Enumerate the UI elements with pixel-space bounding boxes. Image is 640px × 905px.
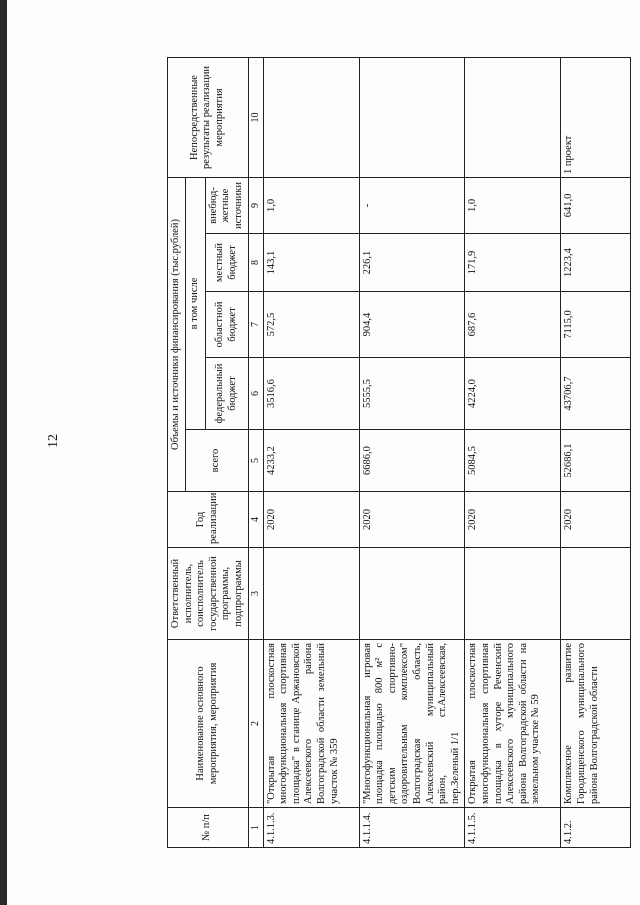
row-federal: 43706,7 (561, 358, 631, 430)
row-name: "Многофункциональная игровая площадка площадью 800 м² с детским спортивно-оздоровительным комплексом" Волгоградская область, Алексеевский муниципальный район, ст.Алексеевская, пер.Зеленый 1/1 (359, 640, 465, 808)
row-regional: 572,5 (263, 292, 359, 358)
row-name: "Открытая плоскостная многофункциональная спортивная площадка" в станице Аржановской Алексеевского района Волгоградской области земельный участок № 359 (263, 640, 359, 808)
header-regional: областной бюджет (205, 292, 248, 358)
header-row-1 (168, 57, 186, 847)
header-offbudget: внебюд-жетные источники (205, 177, 248, 233)
header-no: № п/п (168, 808, 249, 848)
column-number: 2 (248, 640, 263, 808)
header-local: местный бюджет (205, 234, 248, 292)
row-total: 4233,2 (263, 430, 359, 492)
header-year: Год реализации (168, 492, 249, 548)
row-code: 4.1.1.5. (465, 808, 561, 848)
table-row (359, 57, 465, 847)
header-total: всего (185, 430, 248, 492)
column-number: 6 (248, 358, 263, 430)
row-total: 52686,1 (561, 430, 631, 492)
row-total: 6686,0 (359, 430, 465, 492)
header-federal: федеральный бюджет (205, 358, 248, 430)
row-regional: 904,4 (359, 292, 465, 358)
header-name: Наименование основного мероприятия, мероприятия (168, 640, 249, 808)
row-year: 2020 (263, 492, 359, 548)
table-row (263, 57, 359, 847)
column-number: 3 (248, 548, 263, 640)
header-incl: в том числе (185, 177, 205, 429)
column-number: 9 (248, 177, 263, 233)
page-number: 12 (46, 434, 61, 448)
row-name: Открытая плоскостная многофункциональная спортивная площадка в хуторе Реченский Алексеевского муниципального района Волгоградской области на земельном участке № 59 (465, 640, 561, 808)
row-year: 2020 (359, 492, 465, 548)
program-funding-table (167, 57, 631, 848)
header-funding: Объемы и источники финансирования (тыс.рублей) (168, 177, 186, 491)
row-local: 226,1 (359, 234, 465, 292)
rotated-table-container (167, 58, 637, 848)
row-result (263, 57, 359, 177)
table-row (465, 57, 561, 847)
row-total: 5084,5 (465, 430, 561, 492)
row-result: 1 проект (561, 57, 631, 177)
row-regional: 687,6 (465, 292, 561, 358)
header-executor: Ответственный исполнитель, соисполнитель государственной программы, подпрограммы (168, 548, 249, 640)
row-offbudget: 1,0 (465, 177, 561, 233)
row-code: 4.1.1.3. (263, 808, 359, 848)
row-local: 143,1 (263, 234, 359, 292)
row-federal: 4224,0 (465, 358, 561, 430)
row-executor (465, 548, 561, 640)
column-number: 1 (248, 808, 263, 848)
row-year: 2020 (561, 492, 631, 548)
column-number-row (248, 57, 263, 847)
row-local: 1223,4 (561, 234, 631, 292)
row-offbudget: 1,0 (263, 177, 359, 233)
table-row (561, 57, 631, 847)
row-code: 4.1.1.4. (359, 808, 465, 848)
row-offbudget: - (359, 177, 465, 233)
column-number: 10 (248, 57, 263, 177)
column-number: 4 (248, 492, 263, 548)
row-regional: 7115,0 (561, 292, 631, 358)
row-executor (561, 548, 631, 640)
row-executor (263, 548, 359, 640)
header-results: Непосредственные результаты реализации мероприятия (168, 57, 249, 177)
scan-edge-shadow (0, 0, 7, 905)
column-number: 7 (248, 292, 263, 358)
column-number: 5 (248, 430, 263, 492)
row-code: 4.1.2. (561, 808, 631, 848)
row-offbudget: 641,0 (561, 177, 631, 233)
row-executor (359, 548, 465, 640)
row-year: 2020 (465, 492, 561, 548)
row-result (359, 57, 465, 177)
row-federal: 5555,5 (359, 358, 465, 430)
row-local: 171,9 (465, 234, 561, 292)
row-name: Комплексное развитие Городищенского муниципального района Волгоградской области (561, 640, 631, 808)
column-number: 8 (248, 234, 263, 292)
row-federal: 3516,6 (263, 358, 359, 430)
row-result (465, 57, 561, 177)
